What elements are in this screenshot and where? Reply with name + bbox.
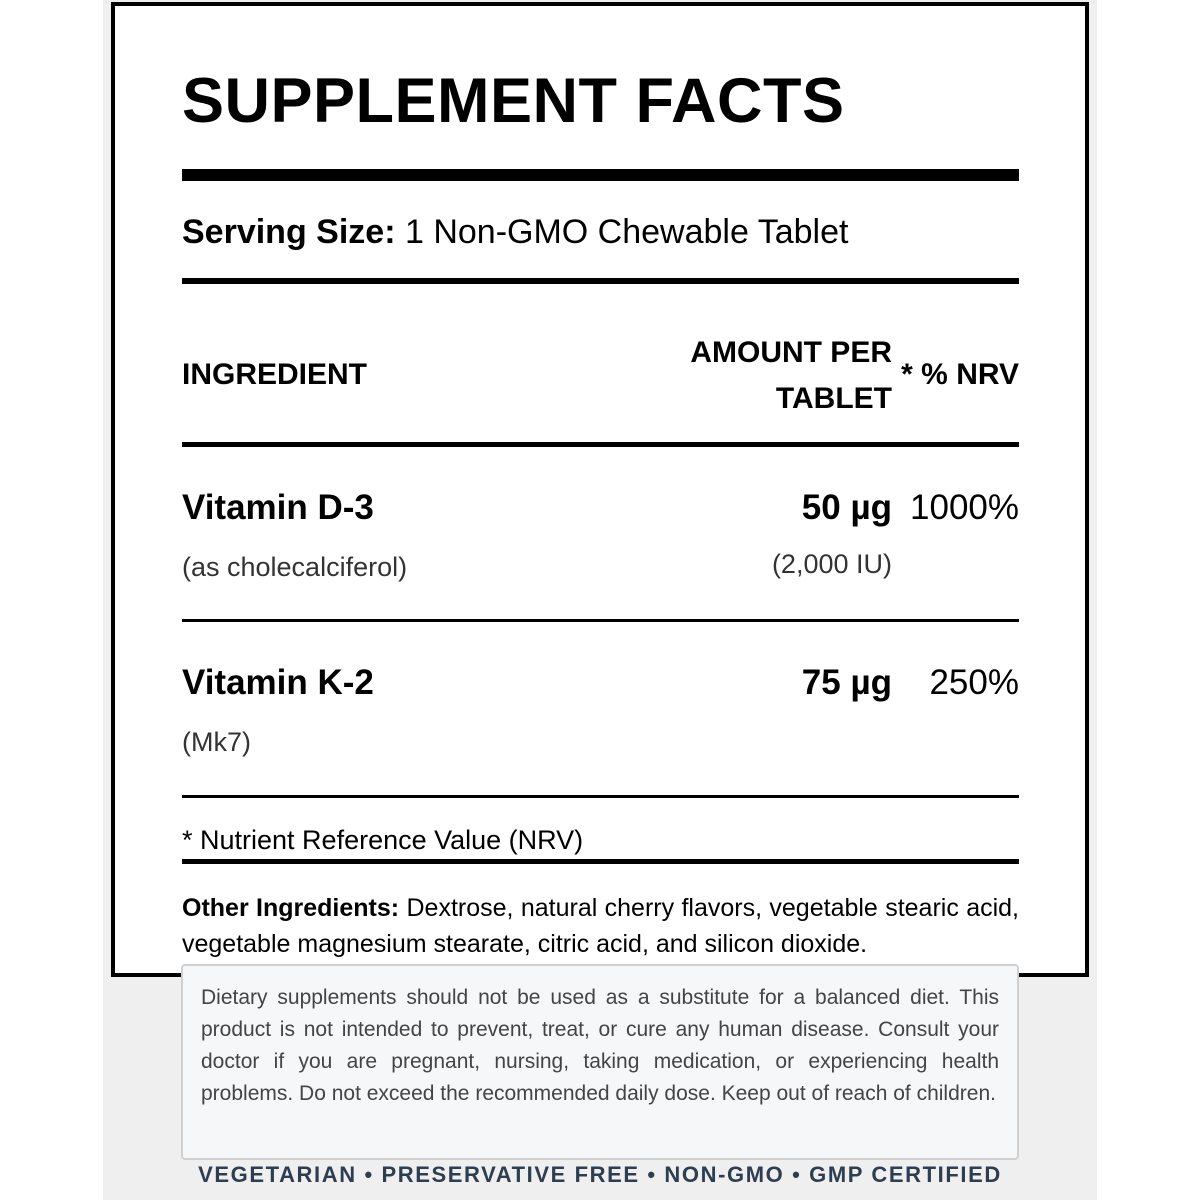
ingredient-name: Vitamin D-3 bbox=[182, 488, 374, 527]
footnote-divider bbox=[182, 859, 1019, 864]
row-divider bbox=[182, 795, 1019, 798]
column-header-amount-line2: TABLET bbox=[775, 382, 892, 415]
other-ingredients-label: Other Ingredients: bbox=[182, 894, 400, 922]
column-header-amount-line1: AMOUNT PER bbox=[690, 336, 892, 369]
ingredient-amount: 75 µg bbox=[801, 663, 892, 702]
other-ingredients bbox=[182, 890, 1019, 962]
row-divider bbox=[182, 619, 1019, 622]
title-divider bbox=[182, 169, 1019, 181]
ingredient-amount-iu: (2,000 IU) bbox=[771, 549, 892, 579]
serving-size-value: 1 Non-GMO Chewable Tablet bbox=[404, 213, 849, 251]
column-header-nrv: * % NRV bbox=[901, 358, 1019, 391]
header-divider bbox=[182, 442, 1019, 447]
serving-size bbox=[182, 215, 848, 249]
ingredient-source: (Mk7) bbox=[182, 727, 251, 757]
column-header-ingredient: INGREDIENT bbox=[182, 358, 368, 391]
ingredient-name: Vitamin K-2 bbox=[182, 663, 374, 702]
serving-divider bbox=[182, 278, 1019, 284]
ingredient-amount: 50 µg bbox=[801, 488, 892, 527]
panel-title: SUPPLEMENT FACTS bbox=[182, 66, 845, 136]
other-ingredients-text: Dextrose, natural cherry flavors, vegetable stearic acid, vegetable magnesium stearate, citric acid, and silicon dioxide. bbox=[182, 894, 1020, 958]
ingredient-source: (as cholecalciferol) bbox=[182, 552, 408, 582]
ingredient-nrv: 1000% bbox=[910, 488, 1019, 527]
certification-badges: VEGETARIAN • PRESERVATIVE FREE • NON-GMO • GMP CERTIFIED bbox=[198, 1162, 1002, 1187]
column-header-amount bbox=[632, 330, 892, 422]
nrv-footnote: * Nutrient Reference Value (NRV) bbox=[182, 825, 584, 855]
serving-size-label: Serving Size: bbox=[182, 213, 396, 251]
disclaimer-box: Dietary supplements should not be used as a substitute for a balanced diet. This product is not intended to prevent, treat, or cure any human disease. Consult your doctor if you are pregnant, nursing, taking medication, or experiencing health problems. Do not exceed the recommended daily dose. Keep out of reach of children. bbox=[181, 964, 1019, 1160]
ingredient-nrv: 250% bbox=[929, 663, 1019, 702]
